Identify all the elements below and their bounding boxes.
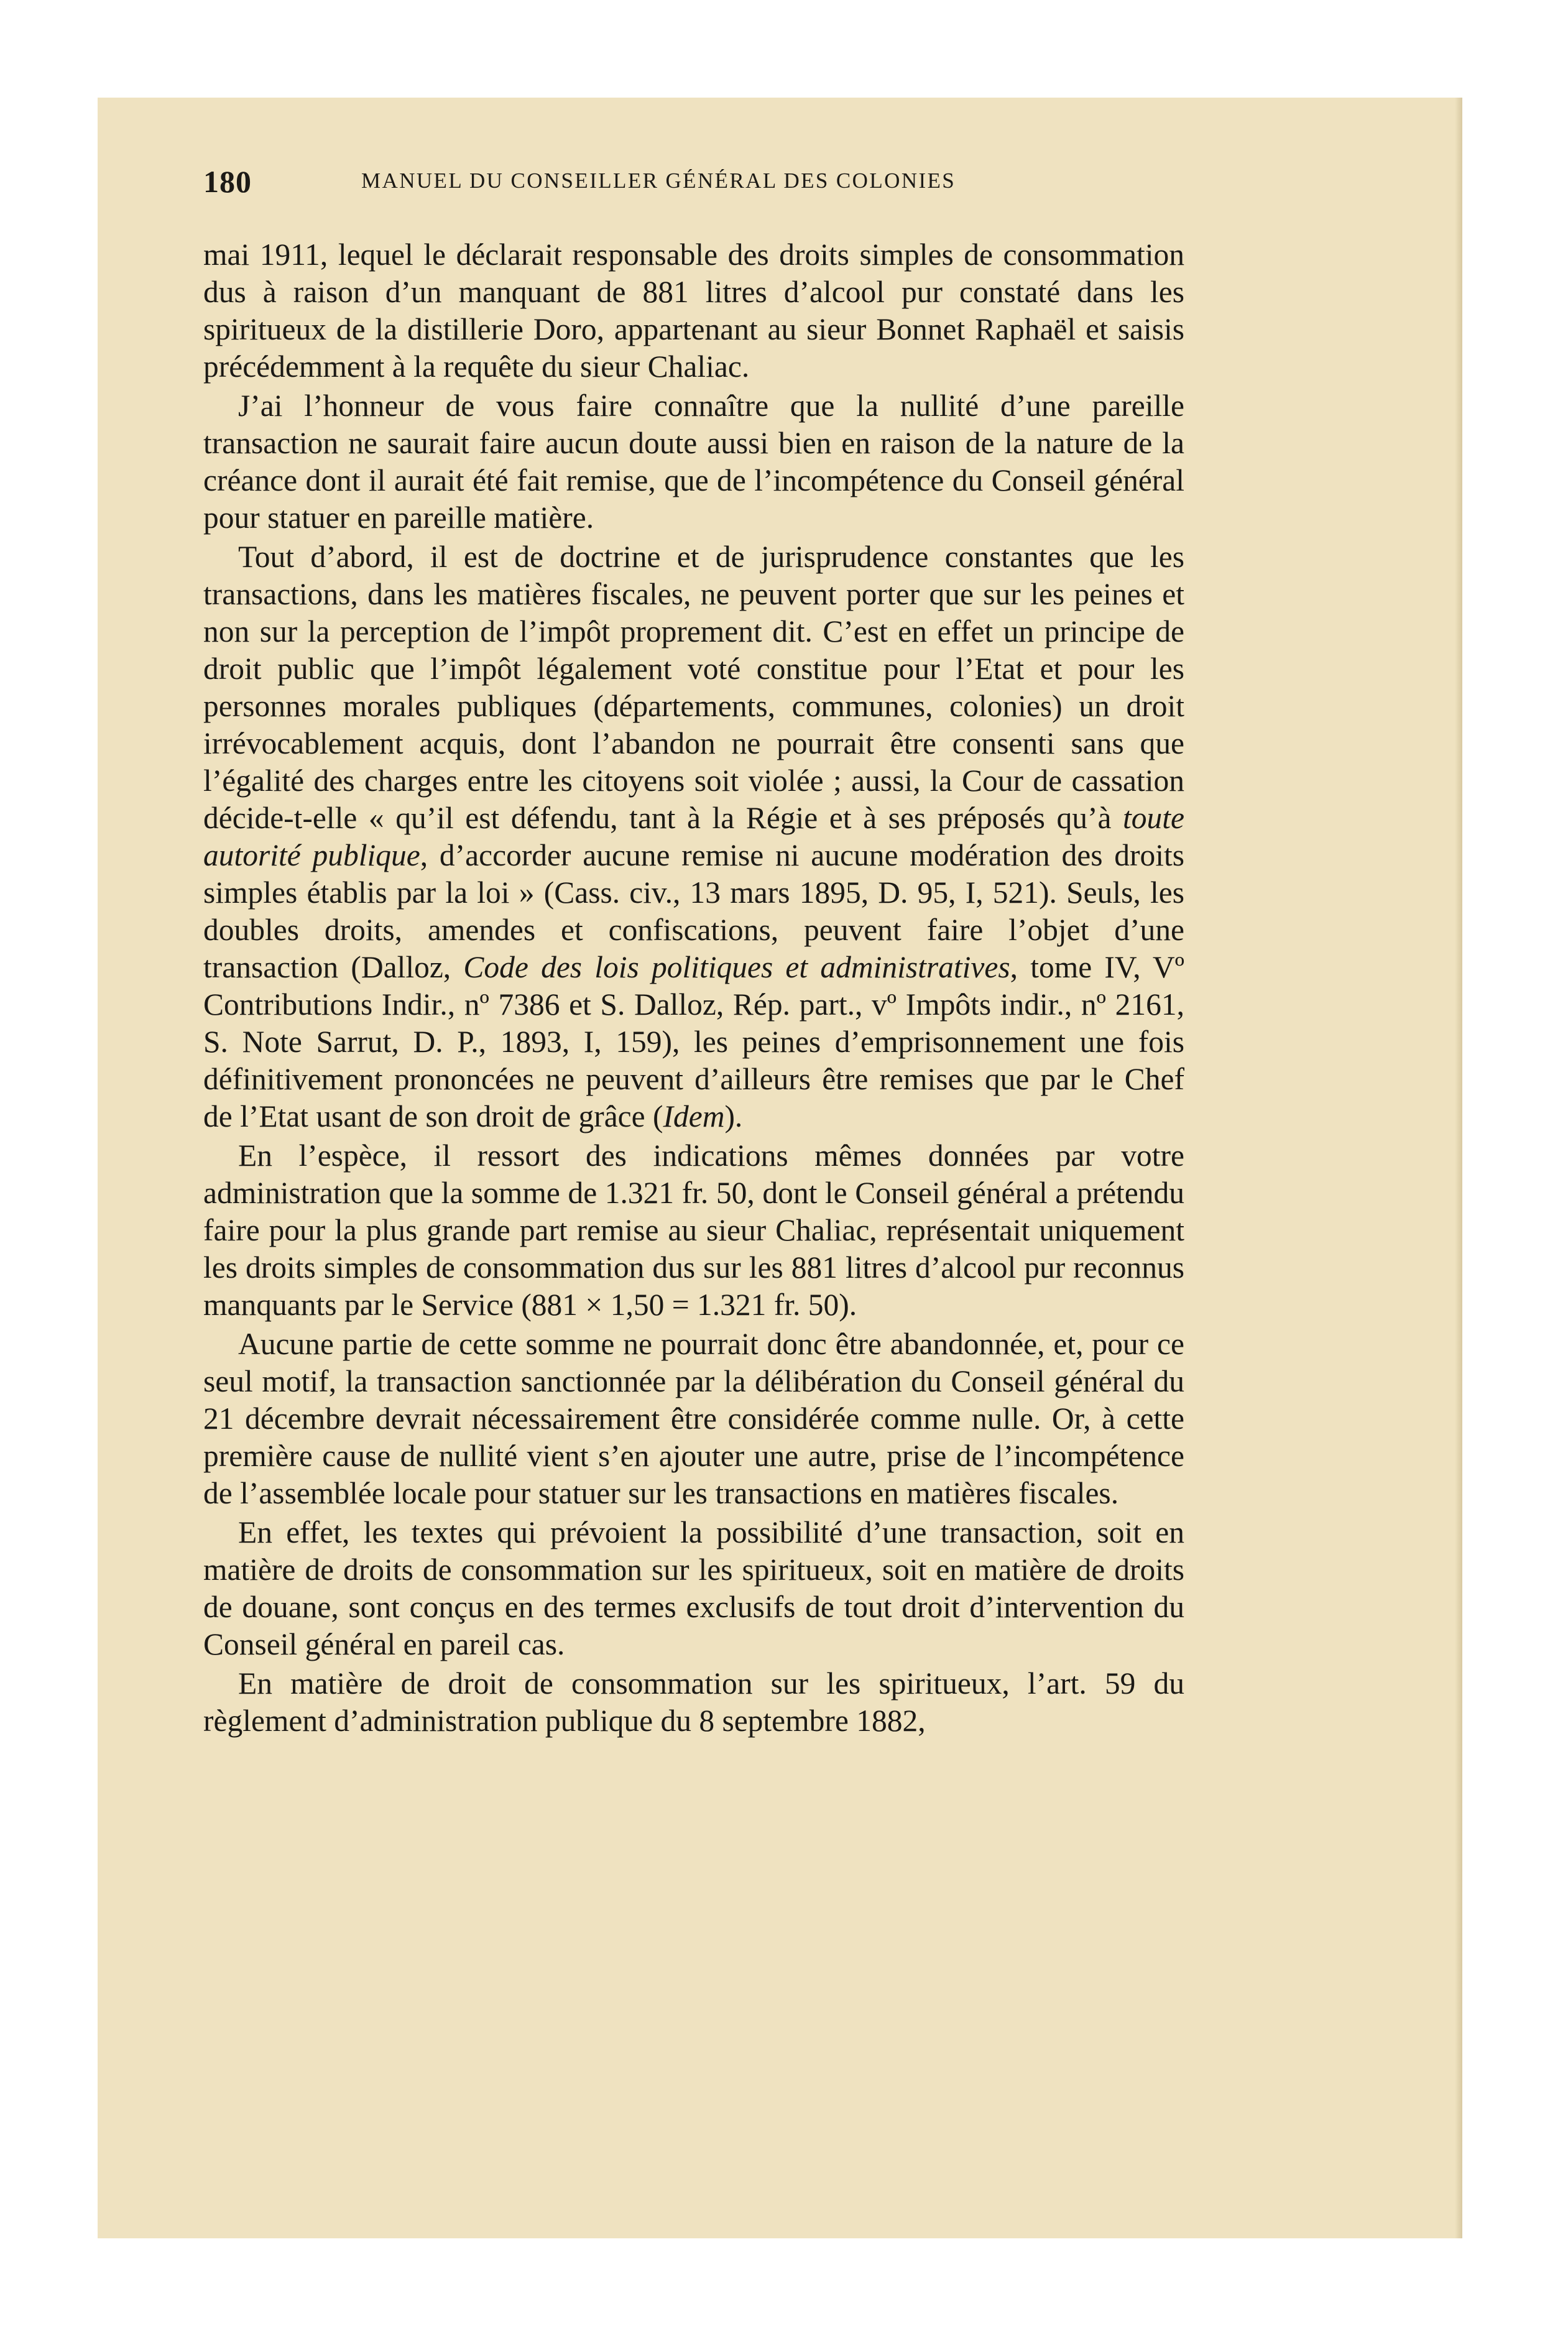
text-run: En l’espèce, il ressort des indications mêmes données par votre administration que la somme de 1.321 fr. 50, dont le Conseil général a prétendu faire pour la plus grande part remise au sieur Chaliac, représentait uniquement les droits simples de consommation dus sur les 881 litres d’alcool pur reconnus manquants par le Service (881 × 1,50 = 1.321 fr. 50). — [203, 1138, 1184, 1322]
text-run: mai 1911, lequel le déclarait responsable des droits simples de consommation dus à raison d’un manquant de 881 litres d’alcool pur constaté dans les spiritueux de la distillerie Doro, appartenant au sieur Bonnet Raphaël et saisis précédemment à la requête du sieur Chaliac. — [203, 238, 1184, 384]
italic-text: toute autorité publique — [203, 801, 1184, 872]
paragraph-continuation — [203, 236, 1184, 385]
text-run: Aucune partie de cette somme ne pourrait donc être abandonnée, et, pour ce seul motif, la transaction sanctionnée par la délibération du Conseil général du 21 décembre devrait nécessairement être considérée comme nulle. Or, à cette première cause de nullité vient s’en ajouter une autre, prise de l’incompétence de l’assemblée locale pour statuer sur les transactions en matières fiscales. — [203, 1327, 1184, 1510]
text-run: , tome IV, Vº Contributions Indir., nº 7386 et S. Dalloz, Rép. part., vº Impôts indir., nº 2161, S. Note Sarrut, D. P., 1893, I, 159), les peines d’emprisonnement une fois définitivement prononcées ne peuvent d’ailleurs être remises que par le Chef de l’Etat usant de son droit de grâce ( — [203, 950, 1184, 1133]
paragraph — [203, 538, 1184, 1135]
paragraph — [203, 1514, 1184, 1663]
page-header — [203, 164, 1184, 201]
running-title: MANUEL DU CONSEILLER GÉNÉRAL DES COLONIES — [361, 168, 956, 193]
paragraph — [203, 1326, 1184, 1512]
text-run: En matière de droit de consommation sur les spiritueux, l’art. 59 du règlement d’administration publique du 8 septembre 1882, — [203, 1666, 1184, 1738]
text-run: En effet, les textes qui prévoient la possibilité d’une transaction, soit en matière de droits de consommation sur les spiritueux, soit en matière de droits de douane, sont conçus en des termes exclusifs de tout droit d’intervention du Conseil général en pareil cas. — [203, 1515, 1184, 1661]
italic-text: Code des lois politiques et administratives — [463, 950, 1010, 984]
paragraph — [203, 387, 1184, 537]
italic-text: Idem — [663, 1099, 725, 1133]
text-run: ). — [724, 1099, 743, 1133]
body-text — [203, 236, 1184, 1740]
text-run: J’ai l’honneur de vous faire connaître que la nullité d’une pareille transaction ne saurait faire aucun doute aussi bien en raison de la nature de la créance dont il aurait été fait remise, que de l’incompétence du Conseil général pour statuer en pareille matière. — [203, 389, 1184, 535]
text-run: , d’accorder aucune remise ni aucune modération des droits simples établis par la loi » (Cass. civ., 13 mars 1895, D. 95, I, 521). Seuls, les doubles droits, amendes et confiscations, peuvent faire l’objet d’une transaction (Dalloz, — [203, 838, 1184, 984]
page-number: 180 — [203, 164, 252, 199]
paragraph — [203, 1137, 1184, 1324]
text-run: Tout d’abord, il est de doctrine et de jurisprudence constantes que les transactions, dans les matières fiscales, ne peuvent porter que sur les peines et non sur la perception de l’impôt proprement dit. C’est en effet un principe de droit public que l’impôt légalement voté constitue pour l’Etat et pour les personnes morales publiques (départements, communes, colonies) un droit irrévocablement acquis, dont l’abandon ne pourrait être consenti sans que l’égalité des charges entre les citoyens soit violée ; aussi, la Cour de cassation décide-t-elle « qu’il est défendu, tant à la Régie et à ses préposés qu’à — [203, 540, 1184, 835]
paragraph — [203, 1665, 1184, 1740]
